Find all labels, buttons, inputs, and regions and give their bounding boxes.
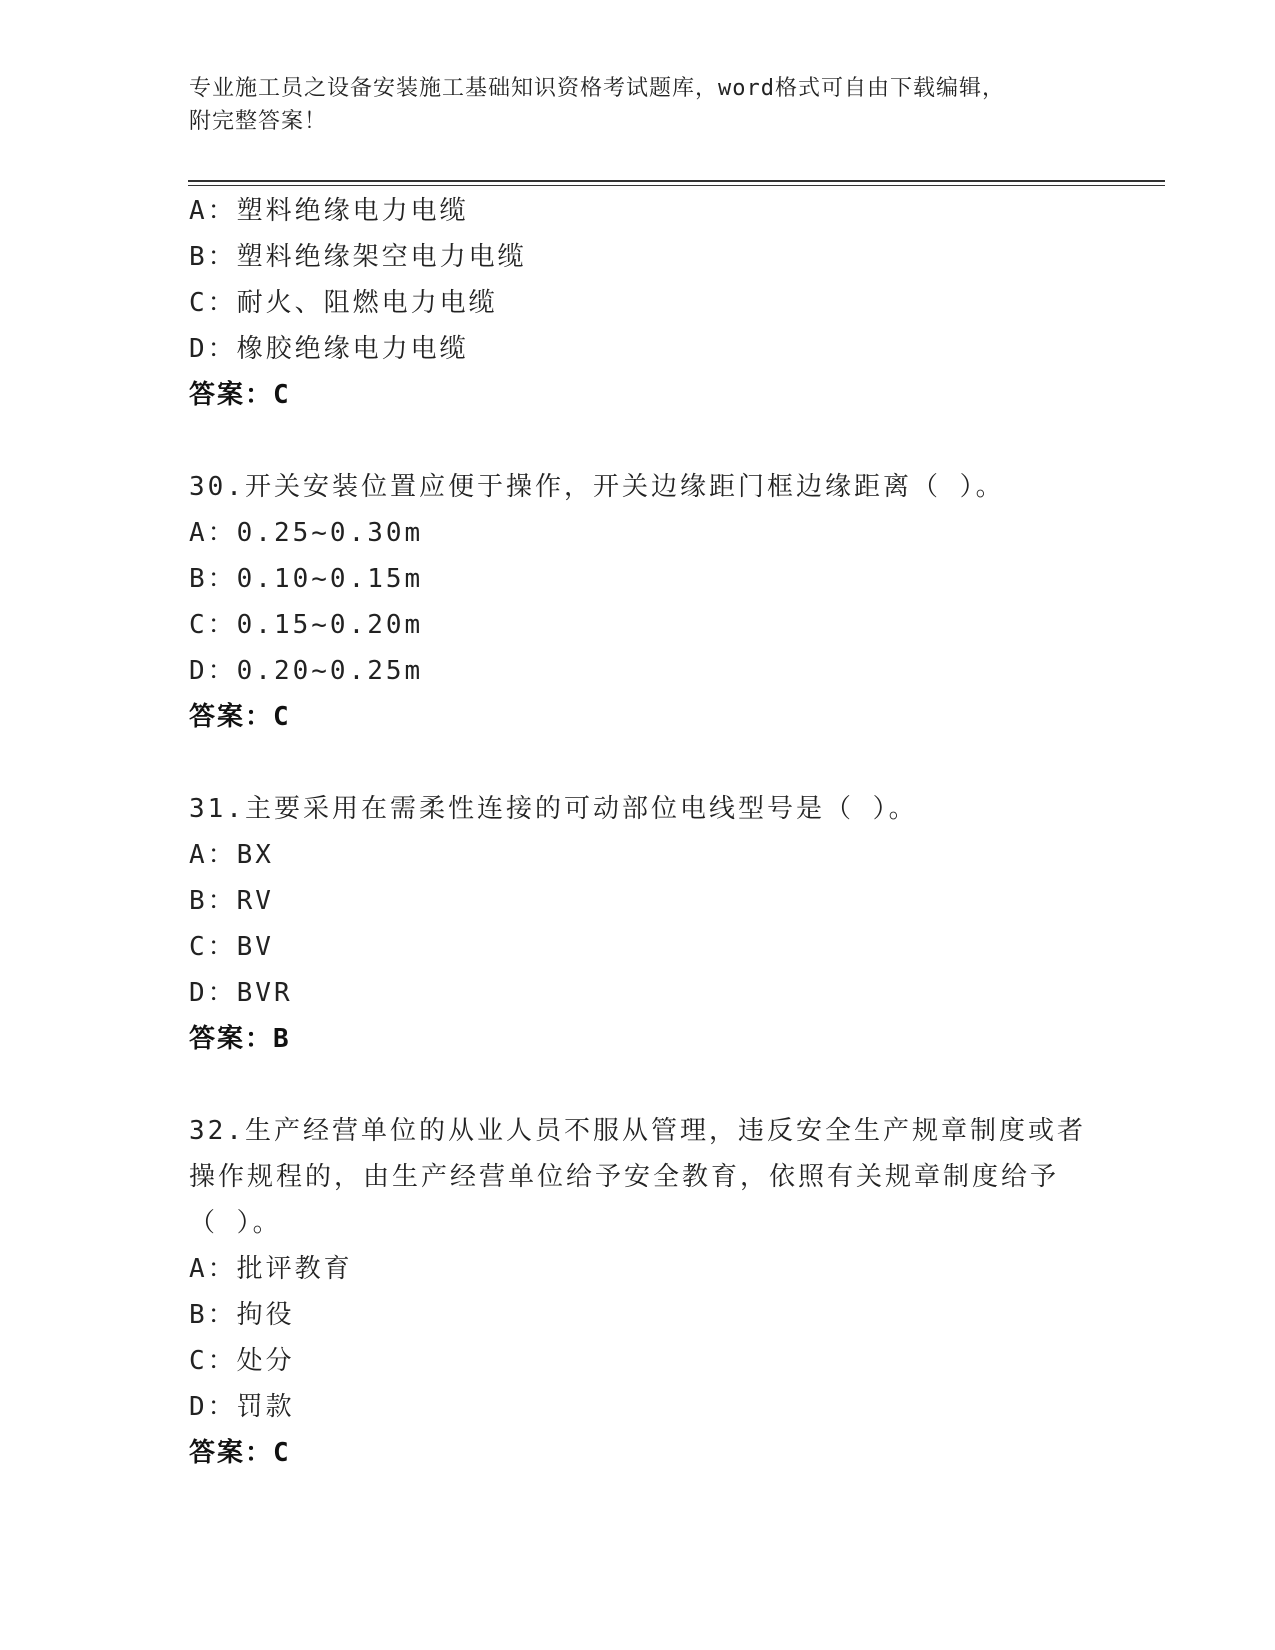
option-c: C：BV <box>189 932 274 962</box>
spacer <box>189 740 1089 786</box>
question-31 <box>189 786 1089 1062</box>
option-b: B：拘役 <box>189 1300 295 1330</box>
answer: 答案：C <box>189 702 291 732</box>
question-29 <box>189 188 1089 418</box>
option-d: D：橡胶绝缘电力电缆 <box>189 334 469 364</box>
option-a: A：批评教育 <box>189 1254 353 1284</box>
option-a: A：0.25~0.30m <box>189 518 424 548</box>
answer: 答案：C <box>189 380 291 410</box>
option-b: B：RV <box>189 886 274 916</box>
option-d: D：BVR <box>189 978 293 1008</box>
answer: 答案：C <box>189 1438 291 1468</box>
question-text-line-1: 32.生产经营单位的从业人员不服从管理，违反安全生产规章制度或者 <box>189 1116 1086 1146</box>
document-header <box>189 72 1089 138</box>
header-divider-thin <box>188 185 1165 186</box>
question-text: 30.开关安装位置应便于操作，开关边缘距门框边缘距离（ ）。 <box>189 472 1005 502</box>
question-text-line-3: （ ）。 <box>189 1208 282 1238</box>
question-text-line-2: 操作规程的，由生产经营单位给予安全教育，依照有关规章制度给予 <box>189 1162 1060 1192</box>
answer: 答案：B <box>189 1024 291 1054</box>
option-b: B：塑料绝缘架空电力电缆 <box>189 242 527 272</box>
option-d: D：0.20~0.25m <box>189 656 424 686</box>
spacer <box>189 1062 1089 1108</box>
question-text: 31.主要采用在需柔性连接的可动部位电线型号是（ ）。 <box>189 794 918 824</box>
option-c: C：处分 <box>189 1346 295 1376</box>
option-c: C：耐火、阻燃电力电缆 <box>189 288 498 318</box>
header-line-2: 附完整答案！ <box>189 109 328 134</box>
option-c: C：0.15~0.20m <box>189 610 424 640</box>
question-30 <box>189 464 1089 740</box>
question-32 <box>189 1108 1089 1476</box>
spacer <box>189 418 1089 464</box>
question-list <box>189 188 1089 1476</box>
option-d: D：罚款 <box>189 1392 295 1422</box>
header-divider-thick <box>188 180 1165 182</box>
option-b: B：0.10~0.15m <box>189 564 424 594</box>
header-line-1: 专业施工员之设备安装施工基础知识资格考试题库，word格式可自由下载编辑， <box>189 76 1005 101</box>
option-a: A：BX <box>189 840 274 870</box>
option-a: A：塑料绝缘电力电缆 <box>189 196 469 226</box>
